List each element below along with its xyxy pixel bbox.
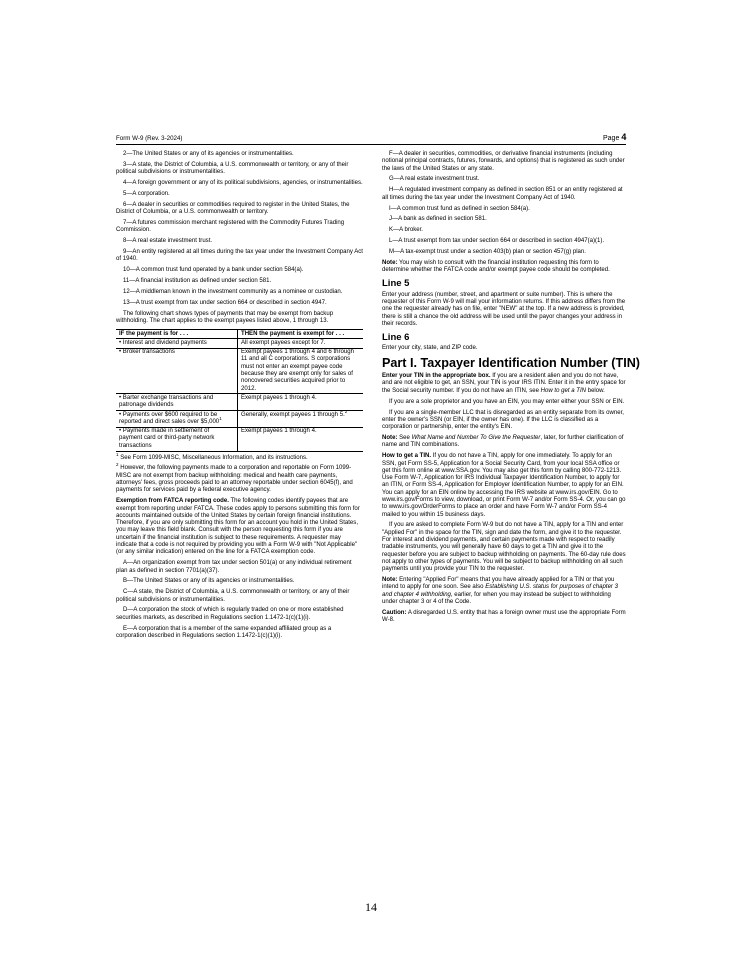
tin-text-italic: How to get a TIN: [540, 387, 587, 394]
exempt-payee-item: 9—An entity registered at all times during the tax year under the Investment Company Act of 1940.: [116, 249, 363, 263]
part1-heading: Part I. Taxpayer Identification Number (TIN): [382, 356, 640, 371]
tin-paragraph: [382, 373, 626, 395]
line5-text: Enter your address (number, street, and apartment or suite number). This is where the requester of this Form W-9 will mail your information returns. If this address differs from the one the requester already has on file, enter "NEW" at the top. If a new address is provided, there is still a chance the old address will be used until the payor changes your address in their records.: [382, 291, 626, 327]
table-cell: Exempt payees 1 through 4 and 6 through 11 and all C corporations. S corporations must not enter an exempt payee code because they are exempt only for sales of noncovered securities acquired prior to 2012.: [238, 348, 364, 394]
footnote-text: See Form 1099-MISC, Miscellaneous Information, and its instructions.: [120, 454, 308, 461]
note-text: You may wish to consult with the financial institution requesting this form to determine whether the FATCA code and/or exempt payee code should be completed.: [382, 260, 610, 274]
page-prefix: Page: [603, 135, 620, 142]
howto-heading: How to get a TIN.: [382, 453, 432, 460]
fatca-item: J—A bank as defined in section 581.: [389, 216, 487, 223]
table-cell: [116, 411, 238, 428]
fatca-item: K—A broker.: [389, 227, 423, 234]
table-header: IF the payment is for . . .: [116, 330, 238, 339]
sole-proprietor-text: If you are a sole proprietor and you have an EIN, you may enter either your SSN or EIN.: [389, 398, 625, 405]
line6-heading: Line 6: [382, 331, 410, 343]
fatca-item: E—A corporation that is a member of the same expanded affiliated group as a corporation described in Regulations section 1.1472-1(c)(1)(i).: [116, 625, 332, 639]
caution-paragraph: [382, 610, 626, 625]
page-footer-number: 14: [365, 900, 377, 914]
note-name-number: [382, 435, 626, 450]
fatca-item: D—A corporation the stock of which is regularly traded on one or more established securities markets, as described in Regulations section 1.1472-1(c)(1)(i).: [116, 607, 344, 621]
page-number: 4: [621, 132, 627, 142]
exempt-payee-item: 13—A trust exempt from tax under section 664 or described in section 4947.: [123, 299, 327, 306]
note-fatca: [382, 260, 626, 275]
right-column: [382, 151, 640, 628]
footnote-ref: 2: [344, 408, 348, 414]
table-cell: [238, 408, 364, 428]
fatca-text: The following codes identify payees that are exempt from reporting under FATCA. These codes apply to persons submitting this form for accounts maintained outside of the United States by certain foreign financial institutions. Therefore, if you are only submitting this form for an account you hold in the United States, you may leave this field blank. Consult with the person requesting this form if you are uncertain if the financial institution is subject to these requirements. A requester may indicate that a code is not required by providing you with a Form W-9 with "Not Applicable" (or any similar indication) entered on the line for a FATCA exemption code.: [116, 498, 360, 556]
note-text: Entering "Applied For" means that you have already applied for a TIN or that you intend to apply for one soon. See also: [382, 577, 615, 591]
table-header: THEN the payment is exempt for . . .: [238, 330, 364, 339]
header-rule: [116, 144, 626, 145]
table-row: [116, 348, 363, 394]
fatca-item: M—A tax-exempt trust under a section 403(b) plan or section 457(g) plan.: [389, 249, 586, 256]
exempt-payee-item: 10—A common trust fund operated by a bank under section 584(a).: [123, 267, 304, 274]
table-row: [116, 339, 363, 348]
tin-text: below.: [586, 387, 605, 394]
footnote-ref: 1: [219, 415, 222, 421]
table-cell: • Broker transactions: [116, 348, 238, 394]
note-label: Note:: [382, 435, 398, 442]
applied-for-text: If you are asked to complete Form W-9 but do not have a TIN, apply for a TIN and enter "Applied For" in the space for the TIN, sign and date the form, and give it to the requester. For interest and dividend payments, and certain payments made with respect to readily tradable instruments, you will generally have 60 days to get a TIN and give it to the requester before you are subject to backup withholding on payments. The 60-day rule does not apply to other types of payments. You will be subject to backup withholding on all such payments until you provide your TIN to the requester.: [382, 522, 626, 573]
footnote-2: [116, 462, 363, 494]
table-cell: • Interest and dividend payments: [116, 339, 238, 348]
table-cell: Exempt payees 1 through 4.: [238, 427, 364, 451]
exempt-payee-item: 5—A corporation.: [123, 190, 170, 197]
exempt-payee-item: 7—A futures commission merchant registered with the Commodity Futures Trading Commission.: [116, 220, 345, 234]
left-column: [116, 151, 363, 644]
table-cell: • Barter exchange transactions and patronage dividends: [116, 394, 238, 411]
llc-text: If you are a single-member LLC that is disregarded as an entity separate from its owner, enter the owner's SSN (or EIN, if the owner has one). If the LLC is classified as a corporation or partnership, enter the entity's EIN.: [382, 409, 624, 431]
tin-text: If you are a resident alien and you do not have, and are not eligible to get, an SSN, your TIN is your IRS ITIN. Enter it in the entry space for the Social security number. If you do not have an ITIN, see: [382, 373, 626, 394]
exempt-payments-table: [116, 329, 363, 451]
tin-lead: Enter your TIN in the appropriate box.: [382, 373, 491, 380]
line5-heading: Line 5: [382, 278, 410, 290]
exempt-payee-item: 6—A dealer in securities or commodities required to register in the United States, the District of Columbia, or a U.S. commonwealth or territory.: [116, 201, 350, 216]
cell-text: • Payments over $600 required to be reported and direct sales over $5,000: [119, 411, 220, 425]
table-cell: Exempt payees 1 through 4.: [238, 394, 364, 411]
fatca-heading: Exemption from FATCA reporting code.: [116, 498, 229, 505]
page-indicator: [603, 132, 626, 142]
fatca-item: G—A real estate investment trust.: [389, 176, 480, 183]
exempt-payee-item: 11—A financial institution as defined under section 581.: [123, 278, 272, 285]
note-text-italic: What Name and Number To Give the Requester: [411, 435, 541, 442]
exempt-payee-item: 4—A foreign government or any of its political subdivisions, agencies, or instrumentalities.: [123, 180, 363, 187]
table-cell: All exempt payees except for 7.: [238, 339, 364, 348]
note-label: Note:: [382, 260, 398, 267]
table-header-row: [116, 330, 363, 339]
chart-intro: The following chart shows types of payments that may be exempt from backup withholding. The chart applies to the exempt payees listed above, 1 through 13.: [116, 310, 334, 325]
note-applied-for: [382, 577, 626, 606]
footnote-mark: 2: [116, 462, 119, 468]
cell-text: Generally, exempt payees 1 through 5.: [241, 411, 345, 418]
caution-text: A disregarded U.S. entity that has a foreign owner must use the appropriate Form W-8.: [382, 609, 626, 624]
table-row: [116, 394, 363, 411]
fatca-item: H—A regulated investment company as defined in section 851 or an entity registered at all times during the tax year under the Investment Company Act of 1940.: [382, 187, 623, 201]
table-cell: • Payments made in settlement of payment card or third-party network transactions: [116, 427, 238, 451]
fatca-item: I—A common trust fund as defined in section 584(a).: [389, 205, 530, 212]
table-row: [116, 411, 363, 428]
footnote-text: However, the following payments made to a corporation and reportable on Form 1099-MISC are not exempt from backup withholding: medical and health care payments, attorneys' fees, gross proceeds paid to an attorney reportable under section 6045(f), and payments for services paid by a federal executive agency.: [116, 465, 353, 494]
exempt-payee-item: 12—A middleman known in the investment community as a nominee or custodian.: [123, 289, 343, 296]
fatca-item: A—An organization exempt from tax under section 501(a) or any individual retirement plan as defined in section 7701(a)(37).: [116, 560, 352, 574]
exempt-payee-item: 3—A state, the District of Columbia, a U.S. commonwealth or territory, or any of their political subdivisions or instrumentalities.: [116, 161, 349, 176]
exempt-payee-item: 8—A real estate investment trust.: [123, 238, 213, 245]
caution-label: Caution:: [382, 609, 407, 616]
fatca-item: F—A dealer in securities, commodities, or derivative financial instruments (including notional principal contracts, futures, forwards, and options) that is registered as such under the laws of the United States or any state.: [382, 151, 625, 172]
fatca-item: C—A state, the District of Columbia, a U.S. commonwealth or territory, or any of their political subdivisions or instrumentalities.: [116, 589, 350, 603]
footnote-1: [116, 451, 363, 462]
fatca-paragraph: [116, 498, 363, 556]
note-text: , later, for further clarification of name and TIN combinations.: [382, 435, 624, 449]
note-text: , earlier, for when you may instead be subject to withholding under chapter 3 or 4 of the Code.: [382, 591, 611, 606]
note-text: See: [397, 435, 412, 442]
note-label: Note:: [382, 577, 398, 584]
note-text-italic: Establishing U.S. status for purposes of chapter 3 and chapter 4 withholding: [382, 584, 618, 598]
how-to-get-tin: [382, 453, 626, 519]
footnote-mark: 1: [116, 451, 119, 457]
table-row: [116, 427, 363, 451]
fatca-item: L—A trust exempt from tax under section 664 or described in section 4947(a)(1).: [389, 238, 605, 245]
line6-text: Enter your city, state, and ZIP code.: [382, 345, 478, 352]
fatca-item: B—The United States or any of its agencies or instrumentalities.: [123, 578, 295, 585]
howto-text: If you do not have a TIN, apply for one immediately. To apply for an SSN, get Form SS-5, Application for a Social Security Card, from your local SSA office or get this form online at www.SSA.gov. You may also get this form by calling 800-772-1213. Use Form W-7, Application for IRS Individual Taxpayer Identification Number, to apply for an ITIN, or Form SS-4, Application for Employer Identification Number, to apply for an EIN. You can apply for an EIN online by accessing the IRS website at www.irs.gov/EIN. Go to www.irs.gov/Forms to view, download, or print Form W-7 and/or Form SS-4. Or, you can go to www.irs.gov/OrderForms to place an order and have Form W-7 and/or Form SS-4 mailed to you within 15 business days.: [382, 453, 626, 518]
form-id: Form W-9 (Rev. 3-2024): [116, 135, 183, 142]
exempt-payee-item: 2—The United States or any of its agencies or instrumentalities.: [123, 151, 294, 157]
